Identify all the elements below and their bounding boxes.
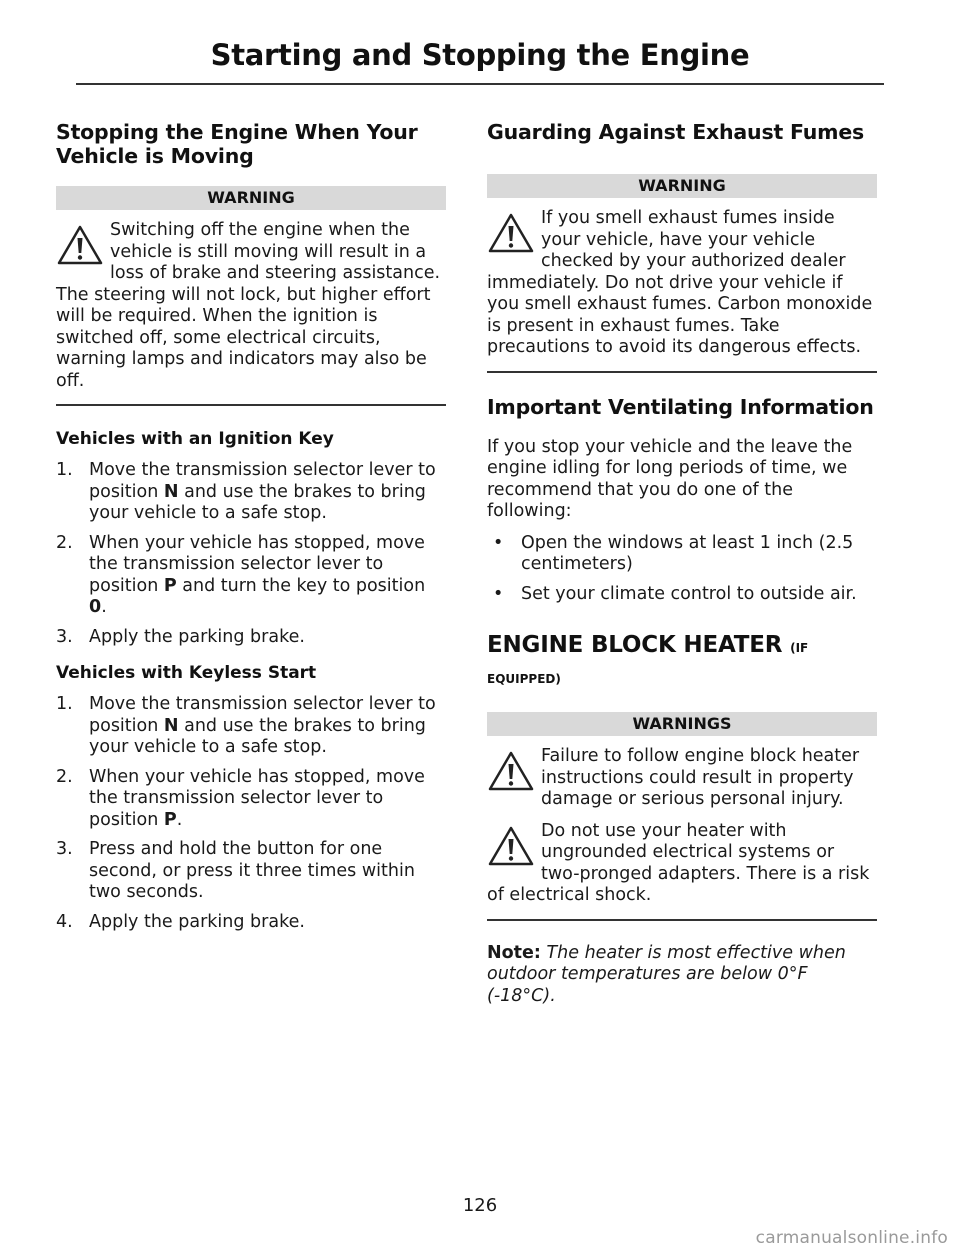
right-column: [487, 120, 877, 1007]
subsection-title-ignition-key: Vehicles with an Ignition Key: [56, 429, 334, 449]
warning-label: WARNING: [487, 174, 877, 198]
warnings-label: WARNINGS: [487, 712, 877, 736]
note-text: The heater is most effective when outdoor temperatures are below 0°F (-18°C).: [487, 942, 846, 1006]
list-item: • Set your climate control to outside air.: [493, 583, 857, 604]
warning-divider: [56, 404, 446, 406]
warning-triangle-icon: [487, 212, 535, 254]
list-item: 2. When your vehicle has stopped, move the transmission selector lever to position P.: [56, 766, 425, 830]
watermark: carmanualsonline.info: [755, 1228, 948, 1248]
section-title-stopping-moving: Stopping the Engine When Your Vehicle is Moving: [56, 120, 418, 168]
section-title-block-heater: ENGINE BLOCK HEATER (IF: [487, 632, 809, 658]
warning-text: Failure to follow engine block heater instructions could result in property damage or serious personal injury.: [541, 746, 860, 809]
list-item: 3. Apply the parking brake.: [56, 626, 305, 647]
list-item: 1. Move the transmission selector lever to position N and use the brakes to bring your vehicle to a safe stop.: [56, 694, 436, 757]
page-number: 126: [462, 1195, 498, 1216]
header-divider: [76, 83, 884, 85]
note-label: Note:: [487, 942, 541, 963]
list-item: • Open the windows at least 1 inch (2.5 centimeters): [493, 532, 854, 574]
warning-divider: [487, 919, 877, 921]
subsection-title-keyless-start: Vehicles with Keyless Start: [56, 663, 317, 683]
warning-text: Switching off the engine when the vehicle is still moving will result in a loss of brake and steering assistance. The steering will not lock, but higher effort will be required. When the ignition is switched off, some electrical circuits, warning lamps and indicators may also be off.: [56, 220, 441, 391]
list-item: 1. Move the transmission selector lever to position N and use the brakes to bring your vehicle to a safe stop.: [56, 460, 436, 523]
list-item: 2. When your vehicle has stopped, move the transmission selector lever to position P and turn the key to position 0.: [56, 532, 426, 617]
list-item: 3. Press and hold the button for one second, or press it three times within two seconds.: [56, 839, 415, 902]
warning-label: WARNING: [56, 186, 446, 210]
warning-triangle-icon: [56, 224, 104, 266]
warning-triangle-icon: [487, 825, 535, 867]
page-header: [0, 38, 960, 72]
left-column: [56, 120, 446, 941]
warning-text: Do not use your heater with ungrounded electrical systems or two-pronged adapters. There is a risk of electrical shock.: [487, 820, 870, 905]
warning-block: [487, 746, 877, 811]
warning-block: [487, 821, 877, 907]
section-title-exhaust-fumes: Guarding Against Exhaust Fumes: [487, 120, 865, 144]
list-item: 4. Apply the parking brake.: [56, 911, 305, 932]
section-title-ventilating: Important Ventilating Information: [487, 394, 874, 419]
note: [487, 943, 877, 1008]
warning-text: If you smell exhaust fumes inside your vehicle, have your vehicle checked by your authorized dealer immediately. Do not drive your vehicle if you smell exhaust fumes. Carbon monoxide is present in exhaust fumes. Take precautions to avoid its dangerous effects.: [487, 208, 873, 357]
warning-triangle-icon: [487, 750, 535, 792]
section-title-block-heater-cont: EQUIPPED): [487, 672, 561, 686]
page-title: Starting and Stopping the Engine: [210, 38, 750, 72]
warning-block: [487, 208, 877, 359]
warning-block: [56, 220, 446, 392]
ventilating-paragraph: If you stop your vehicle and the leave the engine idling for long periods of time, we recommend that you do one of the following:: [487, 436, 853, 521]
warning-divider: [487, 371, 877, 373]
